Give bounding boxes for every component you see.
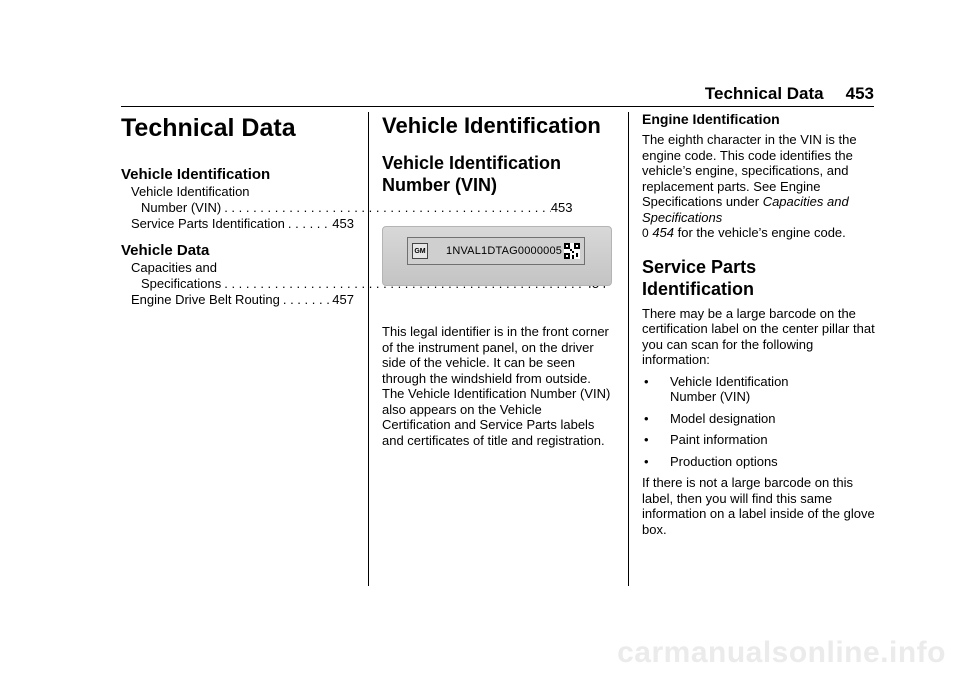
toc-heading-vehicle-data: Vehicle Data (121, 242, 210, 259)
toc-entry-service-parts[interactable] (131, 216, 354, 232)
toc-entry-text: Capacities and (131, 260, 217, 275)
page-number: 453 (845, 84, 874, 103)
engine-text-after: for the vehicle’s engine code. (674, 225, 846, 240)
toc-entry-capacities[interactable] (131, 260, 354, 292)
list-item-text: Number (VIN) (670, 389, 751, 404)
list-item-text: Vehicle Identification (670, 373, 789, 389)
engine-service-column (642, 108, 876, 537)
toc-leader-dots (285, 216, 332, 232)
toc-page-number: 453 (550, 200, 573, 215)
toc-heading-vehicle-identification: Vehicle Identification (121, 166, 271, 183)
service-parts-title-line1: Service Parts (642, 256, 757, 277)
service-parts-title-line2: Identification (642, 278, 754, 299)
watermark: carmanualsonline.info (617, 636, 946, 669)
vin-subsection-title-line2: Number (VIN) (382, 175, 498, 195)
service-parts-intro: There may be a large barcode on the certification label on the center pillar that you can scan for the following information: (642, 305, 875, 367)
column-divider-2 (628, 112, 629, 586)
toc-entry-text: Specifications (141, 276, 222, 291)
header-title: Technical Data (704, 84, 824, 103)
vin-number: 1NVAL1DTAG0000005 (446, 245, 563, 257)
toc-entry-belt-routing[interactable] (131, 292, 354, 308)
toc-entry-vin[interactable] (131, 184, 573, 216)
engine-identification-paragraph (642, 132, 876, 242)
service-parts-title (642, 256, 876, 300)
vehicle-identification-column (382, 108, 612, 448)
vin-plate (407, 237, 585, 265)
list-item-text: Paint information (670, 432, 768, 447)
page-reference-link[interactable]: 454 (652, 225, 675, 240)
vin-subsection-title (382, 152, 612, 196)
engine-text-before: The eighth character in the VIN is the engine code. This code identifies the vehicle’s engine, specifications, and replacement parts. See Engine Specifications under (642, 132, 857, 209)
bullet-icon: • (644, 410, 649, 426)
capacities-xref-link[interactable]: Capacities and Specifications (642, 194, 849, 225)
bullet-icon: • (644, 373, 649, 389)
list-item (642, 411, 876, 427)
running-header (705, 84, 874, 104)
toc-entry-text: Vehicle Identification (131, 184, 250, 199)
list-item-text: Production options (670, 453, 778, 469)
toc-entry-text: Service Parts Identification (131, 216, 285, 231)
toc-leader-dots (280, 292, 332, 308)
chapter-title: Technical Data (121, 114, 296, 142)
bullet-icon: • (644, 453, 649, 469)
list-item (642, 432, 876, 448)
toc-page-number: 453 (332, 216, 354, 231)
toc-entry-text: Number (VIN) (141, 200, 222, 215)
barcode-icon (564, 243, 580, 259)
list-item (642, 454, 876, 470)
page-reference-icon: 0 (642, 226, 649, 240)
column-divider-1 (368, 112, 369, 586)
vin-plate-illustration (382, 226, 612, 286)
vin-subsection-title-line1: Vehicle Identification (382, 153, 562, 173)
list-item-text: Model designation (670, 410, 776, 426)
list-item (642, 374, 876, 405)
closing-paragraph: If there is not a large barcode on this label, then you will find this same information on a label inside of the glove box. (642, 475, 875, 537)
gm-logo: GM (412, 243, 428, 259)
engine-identification-heading: Engine Identification (642, 111, 780, 127)
bullet-icon: • (644, 432, 649, 447)
header-rule (121, 106, 874, 107)
toc-entry-text: Engine Drive Belt Routing (131, 292, 280, 307)
vin-description-paragraph: This legal identifier is in the front corner of the instrument panel, on the driver side of the vehicle. It can be seen through the windshield from outside. The Vehicle Identification Number (VIN) also appears on the Vehicle Certification and Service Parts labels and certificates of title and registration. (382, 324, 611, 448)
section-title: Vehicle Identification (382, 113, 601, 138)
service-info-list (642, 374, 876, 470)
toc-page-number: 457 (332, 292, 354, 307)
